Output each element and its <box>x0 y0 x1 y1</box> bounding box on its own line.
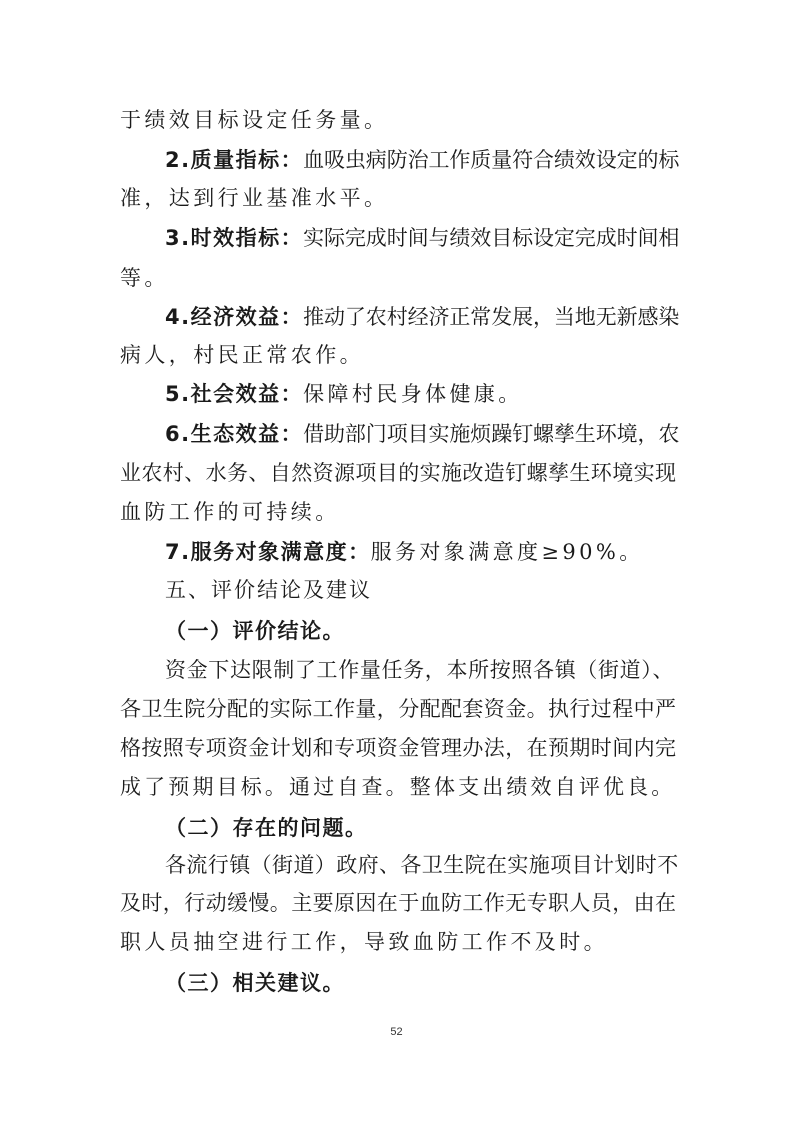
line-text: 职人员抽空进行工作，导致血防工作不及时。 <box>120 930 608 954</box>
line-text: 血吸虫病防治工作质量符合绩效设定的标 <box>303 148 680 172</box>
heading-text: 五、评价结论及建议 <box>165 578 372 602</box>
line-text: 实际完成时间与绩效目标设定完成时间相 <box>303 226 680 250</box>
body-line-15 <box>165 660 674 681</box>
line-text: 各卫生院分配的实际工作量，分配配套资金。执行过程中严 <box>120 697 677 721</box>
indicator-ecological <box>165 424 679 445</box>
line-text: 业农村、水务、自然资源项目的实施改造钉螺孳生环境实现 <box>120 461 677 485</box>
line-text: 保障村民身体健康。 <box>303 382 523 406</box>
subsection-heading-suggestions <box>165 973 345 994</box>
indicator-label: 2.质量指标： <box>165 148 304 172</box>
line-text: 血防工作的可持续。 <box>120 500 340 524</box>
indicator-quality <box>165 150 679 171</box>
line-text: 于绩效目标设定任务量。 <box>120 108 389 132</box>
body-line-16 <box>120 699 676 720</box>
subsection-label: （二）存在的问题。 <box>165 816 368 840</box>
body-line-10 <box>120 463 676 484</box>
subsection-heading-problems <box>165 818 368 839</box>
line-text: 服务对象满意度≥90%。 <box>370 540 644 564</box>
body-line-11 <box>120 502 340 523</box>
subsection-label: （一）评价结论。 <box>165 619 345 643</box>
line-text: 等。 <box>120 266 169 290</box>
line-text: 资金下达限制了工作量任务，本所按照各镇（街道）、 <box>165 658 675 682</box>
line-text: 病人，村民正常农作。 <box>120 343 364 367</box>
line-text: 成了预期目标。通过自查。整体支出绩效自评优良。 <box>120 775 676 799</box>
body-line-22 <box>120 932 608 953</box>
indicator-social <box>165 384 523 405</box>
line-text: 推动了农村经济正常发展，当地无新感染 <box>303 305 680 329</box>
indicator-label: 3.时效指标： <box>165 226 304 250</box>
section-heading <box>165 580 372 601</box>
line-text: 各流行镇（街道）政府、各卫生院在实施项目计划时不 <box>165 853 679 877</box>
indicator-label: 4.经济效益： <box>165 305 304 329</box>
body-line-1 <box>120 110 388 131</box>
body-line-3 <box>120 188 388 209</box>
page-number: 52 <box>390 1026 403 1038</box>
body-line-5 <box>120 268 169 289</box>
body-line-7 <box>120 345 364 366</box>
line-text: 格按照专项资金计划和专项资金管理办法，在预期时间内完 <box>120 736 677 760</box>
line-text: 准，达到行业基准水平。 <box>120 186 389 210</box>
line-text: 及时，行动缓慢。主要原因在于血防工作无专职人员，由在 <box>120 891 677 915</box>
body-line-18 <box>120 777 675 798</box>
body-line-17 <box>120 738 676 759</box>
body-line-20 <box>165 855 679 876</box>
subsection-label: （三）相关建议。 <box>165 971 345 995</box>
subsection-heading-conclusion <box>165 621 345 642</box>
indicator-label: 7.服务对象满意度： <box>165 540 371 564</box>
indicator-label: 5.社会效益： <box>165 382 304 406</box>
indicator-economic <box>165 307 679 328</box>
line-text: 借助部门项目实施烦躁钉螺孳生环境，农 <box>303 422 680 446</box>
body-line-21 <box>120 893 676 914</box>
indicator-label: 6.生态效益： <box>165 422 304 446</box>
indicator-timeliness <box>165 228 679 249</box>
indicator-satisfaction <box>165 542 644 563</box>
